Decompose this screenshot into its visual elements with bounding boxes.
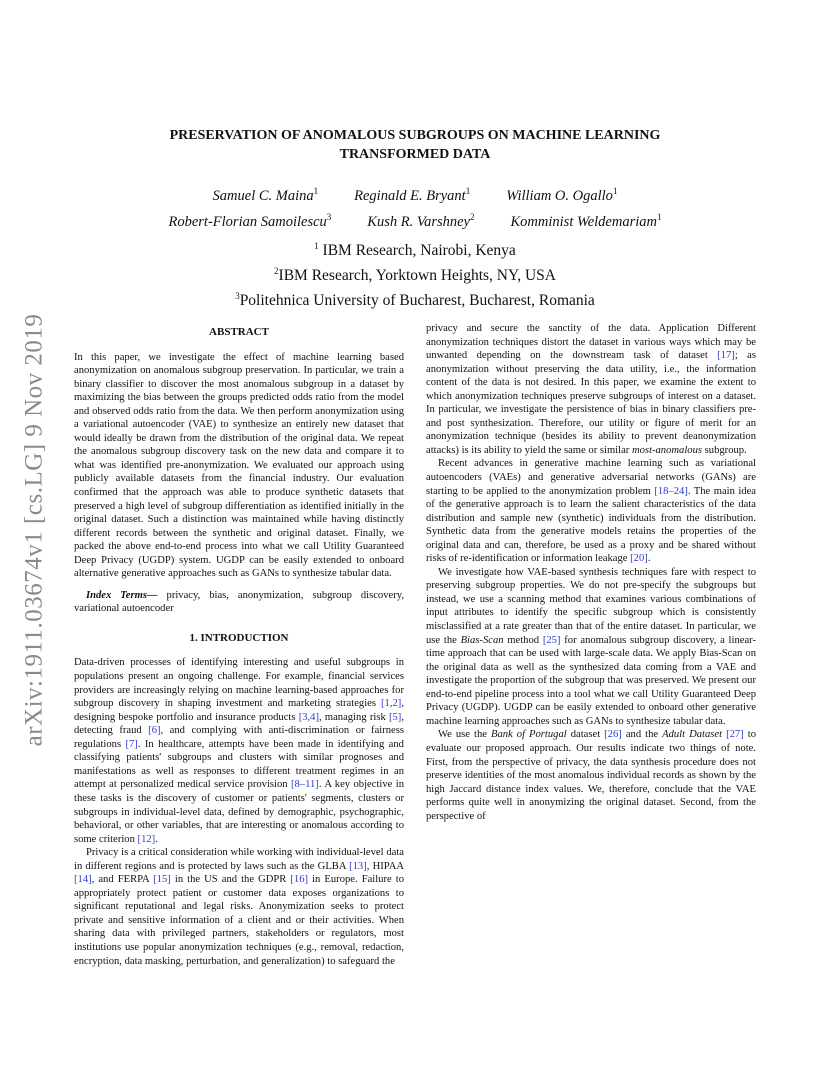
author: Komminist Weldemariam$^1$ [510, 211, 662, 230]
citation-link[interactable]: [6] [148, 725, 161, 737]
title-line-1: PRESERVATION OF ANOMALOUS SUBGROUPS ON MACHINE LEARNING [169, 128, 661, 143]
abstract-heading: ABSTRACT [209, 326, 269, 338]
citation-link[interactable]: [20] [630, 553, 648, 565]
citation-link[interactable]: [17] [717, 350, 735, 362]
index-terms-text: privacy, bias, anonymization, subgroup discovery, variational autoencoder [74, 589, 404, 615]
citation-link[interactable]: [25] [542, 634, 561, 646]
affiliation: $^2$IBM Research, Yorktown Heights, NY, USA [274, 266, 556, 285]
author-list [100, 181, 730, 233]
author: Samuel C. Maina$^1$ [212, 186, 319, 204]
citation-link[interactable]: [8–11] [290, 779, 319, 791]
citation-link[interactable]: [5] [388, 711, 402, 723]
citation-link[interactable]: [3,4] [298, 711, 319, 723]
citation-link[interactable]: [12] [137, 833, 156, 845]
author-row-1 [100, 181, 730, 207]
introduction-heading: 1. INTRODUCTION [189, 631, 289, 644]
author: William O. Ogallo$^1$ [506, 186, 618, 204]
author: Robert-Florian Samoilescu$^3$ [168, 211, 332, 230]
affiliation: $^1$ IBM Research, Nairobi, Kenya [314, 241, 516, 260]
author-row-2 [100, 207, 730, 233]
arxiv-identifier[interactable]: arXiv:1911.03674v1 [cs.LG] 9 Nov 2019 [20, 313, 48, 747]
index-terms [74, 589, 404, 616]
intro-paragraph-4: We investigate how VAE-based synthesis techniques fare with respect to preserving subgroup properties. We do not pre-specify the subgroups but instead, we use a scanning method that examines various combinations of input attributes to identify the specific subgroup which is consistently misclassified at a rate greater than that of the entire dataset. In particular, we use the Bias-Scan method [25] for anomalous subgroup discovery, a linear-time approach that can be used with large-scale data. We apply Bias-Scan on the original data as well as the synthesized data coming from a VAE and investigate the proportion of the subgroup that was preserved. We present our end-to-end pipeline process into a tool what we call Utility Guaranteed Deep Privacy (UGDP). UGDP can be easily extended to onboard other generative machine learning approaches such as GANs to synthesize tabular data. [426, 566, 756, 727]
affiliation-list [100, 236, 730, 311]
citation-link[interactable]: [16] [290, 874, 309, 886]
left-column [74, 322, 404, 968]
citation-link[interactable]: [13] [349, 860, 367, 872]
index-terms-label: Index Terms— [86, 589, 158, 601]
citation-link[interactable]: [26] [604, 729, 622, 741]
author: Kush R. Varshney$^2$ [367, 211, 475, 230]
intro-paragraph-5: We use the Bank of Portugal dataset [26] and the Adult Dataset [27] to evaluate our proposed approach. Our results indicate two things of note. First, from the perspective of privacy, the data synthesis procedure does not preserve identities of the most anomalous individual records as shown by the high Jaccard distance index values. We, therefore, conclude that the VAE performs quite well in anonymizing the original dataset. Second, from the perspective of [426, 729, 756, 822]
intro-paragraph-2-continued: privacy and secure the sanctity of the data. Application Different anonymization techniques distort the dataset in various ways which may be unwanted depending on the downstream task of dataset [17]; as anonymization without preserving the data utility, i.e., the information content of the data is not desired. In this paper, we examine the extent to which anonymization techniques preserve subgroups of interest on a dataset. In particular, we investigate the persistence of bias in binary classifiers pre- and post synthesization. Therefore, our utility or figure of merit for an anonymization technique (besides its ability to prevent deanonymization attacks) is its ability to yield the same or similar most-anomalous subgroup. [426, 323, 756, 456]
author: Reginald E. Bryant$^1$ [354, 186, 471, 204]
citation-link[interactable]: [14] [74, 874, 92, 886]
citation-link[interactable]: [18–24] [654, 485, 688, 497]
intro-paragraph-3: Recent advances in generative machine learning such as variational autoencoders (VAEs) and generative adversarial networks (GANs) are starting to be applied to the anonymization problem [18–24]. The main idea of the generative approach is to learn the salient characteristics of the data distribution and sample new (synthetic) individuals from the distribution. Synthetic data from the generative models retains the properties of the original data and can, therefore, be used as a proxy and be shared without risks of re-identification or information leakage [20]. [426, 458, 757, 565]
abstract-body: In this paper, we investigate the effect of machine learning based anonymization on anomalous subgroup preservation. In particular, we train a binary classifier to discover the most anomalous subgroup in a dataset by maximizing the bias between the groups predicted odds ratio from the model and observed odds ratio from the data. We then perform anonymization using a variational autoencoder (VAE) to synthesize an entirely new dataset that would ideally be drawn from the distribution of the original data. We repeat the anomalous subgroup discovery task on the new data and compare it to what was identified pre-anonymization. We evaluated our approach using publicly available datasets from the financial industry. Our evaluation confirmed that the approach was able to produce synthetic datasets that preserved a high level of subgroup differentiation as identified initially in the original dataset. Such a distinction was maintained while having distinctly different records between the synthetic and original dataset. Finally, we packed the above end-to-end process into what we call Utility Guaranteed Deep Privacy (UGDP) system. UGDP can be easily extended to onboard alternative generative approaches such as GANs to synthesize tabular data. [74, 351, 404, 580]
citation-link[interactable]: [1,2] [381, 698, 402, 710]
citation-link[interactable]: [15] [153, 874, 171, 886]
affiliation: $^3$Politehnica University of Bucharest, Bucharest, Romania [235, 291, 595, 310]
citation-link[interactable]: [7] [125, 738, 138, 750]
intro-paragraph-2: Privacy is a critical consideration while working with individual-level data in different regions and is protected by laws such as the GLBA [13], HIPAA [14], and FERPA [15] in the US and the GDPR [16] in Europe. Failure to appropriately protect patient or customer data exposes organizations to significant reputational and legal risks. Anonymization seeks to protect private and sensitive information of a client and or their activities. When sharing data with privileged partners, stakeholders or regulators, most institutions use popular anonymization techniques (e.g., removal, redaction, encryption, data masking, perturbation, and generalization) to safeguard the [74, 847, 404, 967]
intro-paragraph-1: Data-driven processes of identifying interesting and useful subgroups in populations present an ongoing challenge. For example, financial services providers are increasingly relying on machine learning-based approaches for subgroup discovery in shaping investment and marketing strategies [1,2], designing bespoke portfolio and insurance products [3,4], managing risk [5], detecting fraud [6], and complying with anti-discrimination or fairness regulations [7]. In healthcare, attempts have been made in identifying and classifying patients' subgroups and clusters with similar prognoses and manifestations as well as responses to different treatment regimes in an attempt at personalized medical service provision [8–11]. A key objective in these tasks is the discovery of customer or patients' segments, clusters or subgroups in individual-level data, defined by demographic, psychographic, behavioral, or other variables, that are interesting or anomalous according to some criterion [12]. [74, 657, 404, 845]
citation-link[interactable]: [27] [726, 729, 744, 741]
title-line-2: TRANSFORMED DATA [339, 147, 491, 162]
arxiv-stamp [10, 290, 58, 770]
right-column [426, 322, 756, 823]
paper-title [100, 126, 730, 164]
